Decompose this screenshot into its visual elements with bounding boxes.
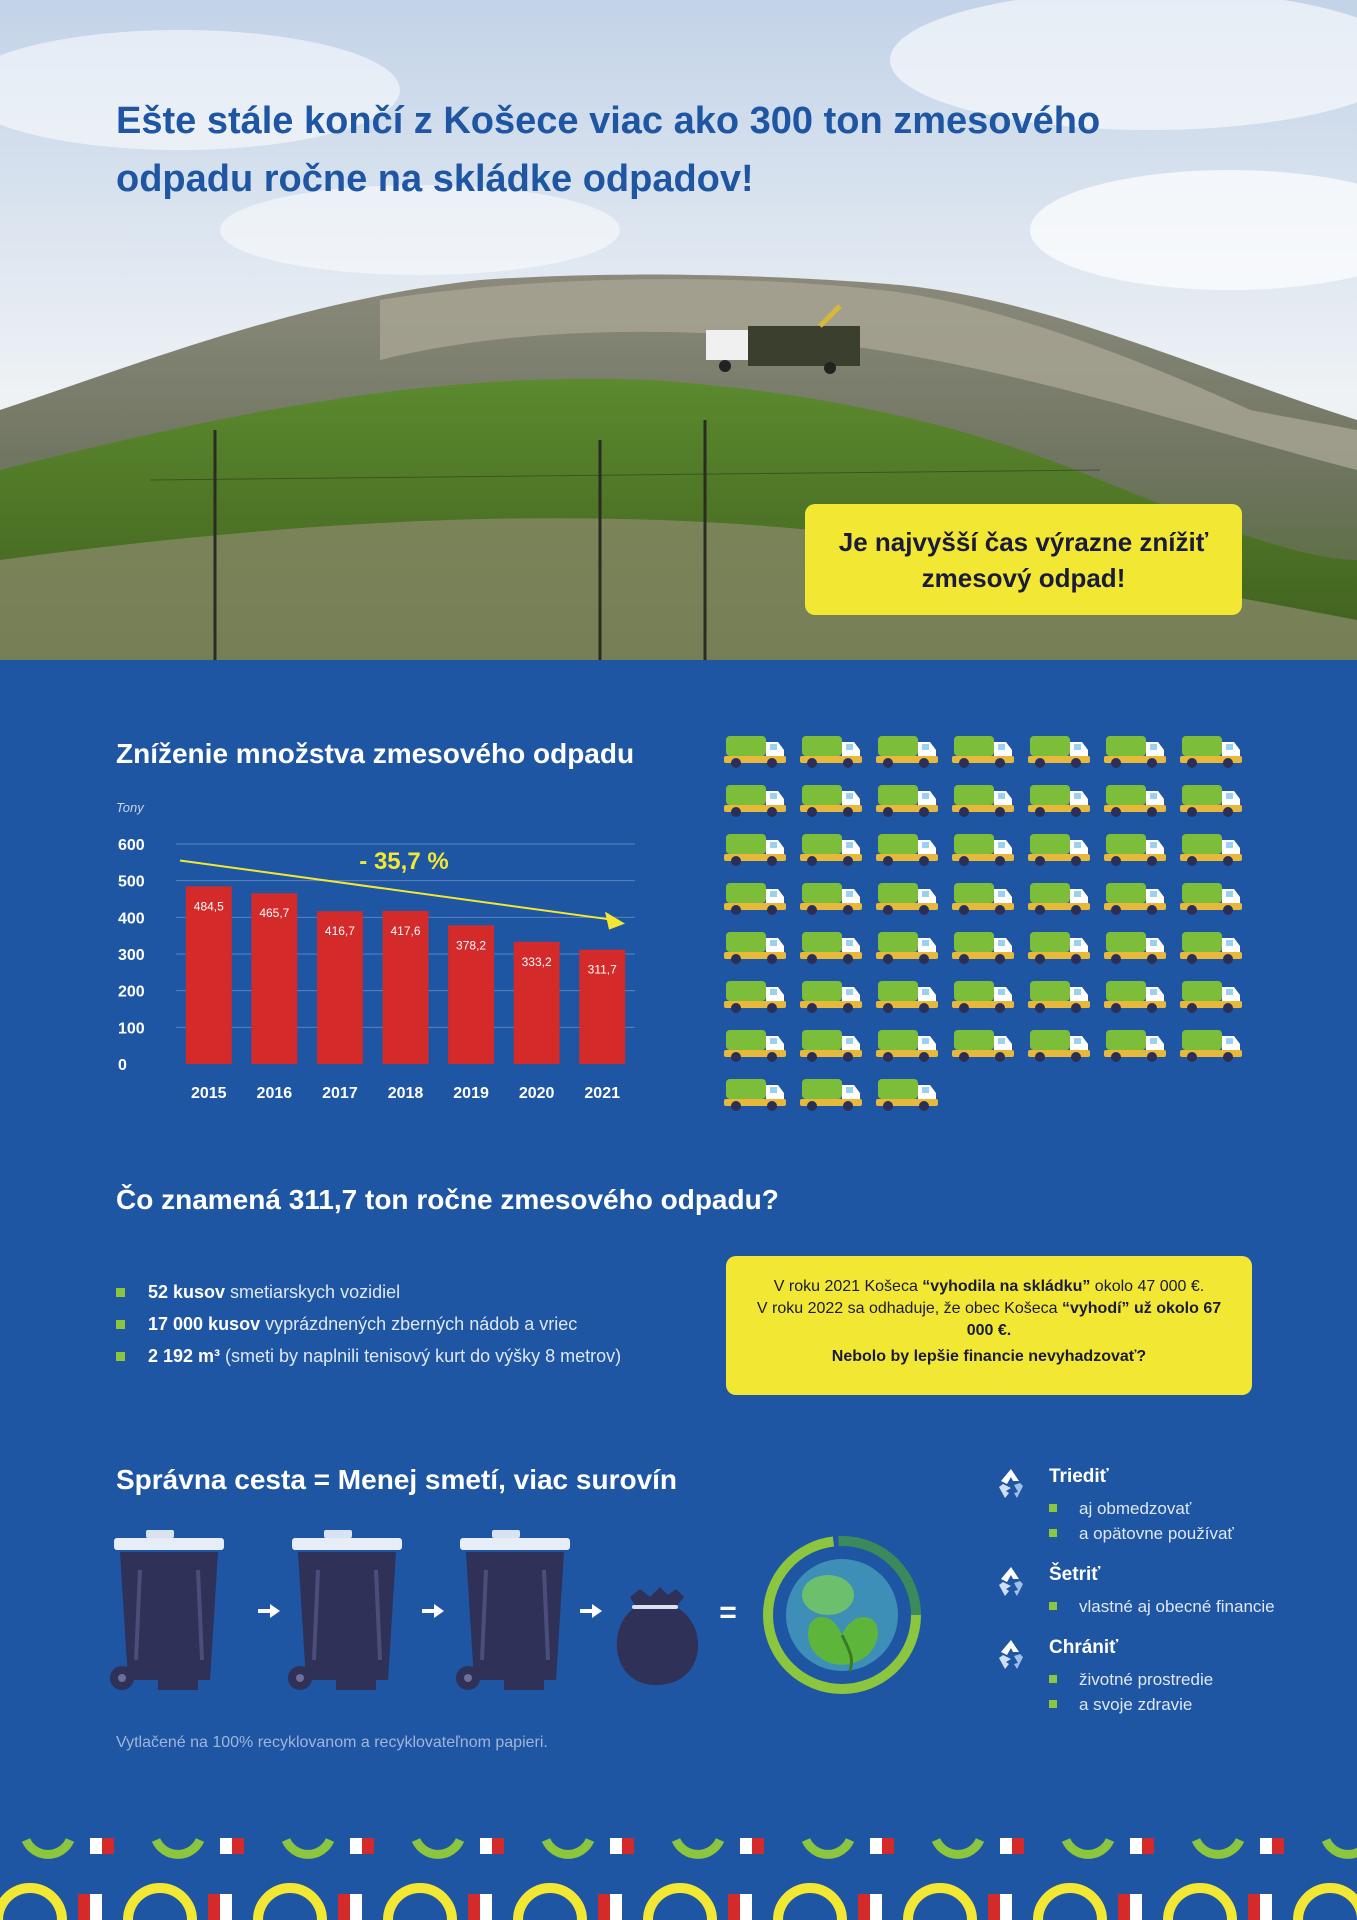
y-tick-label: 200 <box>118 983 145 1001</box>
green-arc-shape <box>1196 1840 1240 1854</box>
garbage-truck-icon <box>876 736 938 768</box>
recycle-icon <box>993 1637 1029 1673</box>
recycle-icon <box>993 1466 1029 1502</box>
green-arc-shape <box>676 1840 720 1854</box>
garbage-truck-icon <box>1104 1030 1166 1062</box>
yellow-ring-shape <box>258 1888 322 1920</box>
cost-2021: V roku 2021 Košeca “vyhodila na skládku” okolo 47 000 €. <box>773 1278 1205 1295</box>
cost-2022: V roku 2022 sa odhaduje, že obec Košeca “vyhodí” už okolo 67 000 €. <box>756 1300 1222 1339</box>
goal-title: Chrániť <box>1049 1637 1119 1658</box>
yellow-ring-shape <box>1038 1888 1102 1920</box>
green-arc-shape <box>286 1840 330 1854</box>
cost-info-box <box>726 1256 1252 1395</box>
garbage-truck-icon <box>1104 834 1166 866</box>
y-tick-label: 500 <box>118 873 145 891</box>
equals-sign: = <box>719 1596 737 1629</box>
garbage-truck-icon <box>724 883 786 915</box>
garbage-truck-icon <box>724 1030 786 1062</box>
goal-item: vlastné aj obecné financie <box>1049 1594 1293 1619</box>
footnote: Vytlačené na 100% recyklovanom a recyklovateľnom papieri. <box>116 1734 548 1751</box>
garbage-truck-icon <box>1104 785 1166 817</box>
yellow-ring-shape <box>908 1888 972 1920</box>
x-tick-label: 2015 <box>190 1085 227 1102</box>
y-tick-label: 600 <box>118 837 145 854</box>
garbage-truck-icon <box>952 883 1014 915</box>
earth-recycle-icon <box>768 1541 916 1689</box>
goal-item: životné prostredie <box>1049 1667 1293 1692</box>
yellow-ring-shape <box>1168 1888 1232 1920</box>
flag-stripe-shape <box>1118 1894 1142 1920</box>
garbage-truck-icon <box>876 1079 938 1111</box>
recycle-icon <box>993 1564 1029 1600</box>
green-arc-shape <box>936 1840 980 1854</box>
small-bin-icon <box>456 1530 570 1690</box>
arrow-icon <box>422 1604 444 1618</box>
garbage-truck-icon <box>952 736 1014 768</box>
x-tick-label: 2020 <box>518 1085 555 1102</box>
garbage-truck-icon <box>952 932 1014 964</box>
garbage-truck-icon <box>1180 785 1242 817</box>
flag-stripe-shape <box>1000 1838 1024 1854</box>
garbage-truck-icon <box>1180 736 1242 768</box>
yellow-ring-shape <box>128 1888 192 1920</box>
waste-bar-chart <box>100 790 660 1110</box>
garbage-truck-icon <box>1180 981 1242 1013</box>
bar-value-label: 417,6 <box>390 923 421 938</box>
list-item: 52 kusov smetiarskych vozidiel <box>116 1276 621 1308</box>
garbage-truck-icon <box>1028 834 1090 866</box>
yellow-ring-shape <box>518 1888 582 1920</box>
garbage-truck-icon <box>1104 736 1166 768</box>
garbage-truck-icon <box>800 785 862 817</box>
garbage-truck-icon <box>1104 883 1166 915</box>
garbage-truck-icon <box>1028 883 1090 915</box>
garbage-truck-icon <box>876 834 938 866</box>
flag-stripe-shape <box>1260 1838 1284 1854</box>
y-tick-label: 300 <box>118 947 145 964</box>
goal-protect <box>993 1637 1293 1717</box>
garbage-truck-icon <box>1104 981 1166 1013</box>
garbage-truck-icon <box>876 883 938 915</box>
flag-stripe-shape <box>350 1838 374 1854</box>
goal-item: a opätovne používať <box>1049 1521 1293 1546</box>
garbage-truck-icon <box>800 736 862 768</box>
bar-value-label: 484,5 <box>193 899 224 914</box>
decorative-border <box>0 1838 1357 1920</box>
garbage-truck-icon <box>724 1079 786 1111</box>
garbage-truck-icon <box>1104 932 1166 964</box>
bar-value-label: 311,7 <box>587 962 617 977</box>
garbage-truck-icon <box>724 932 786 964</box>
yellow-ring-shape <box>1298 1888 1357 1920</box>
yellow-ring-shape <box>0 1888 62 1920</box>
garbage-truck-icon <box>800 1030 862 1062</box>
flag-stripe-shape <box>468 1894 492 1920</box>
garbage-truck-icon <box>952 785 1014 817</box>
goals-list <box>993 1466 1293 1735</box>
green-arc-shape <box>26 1840 70 1854</box>
x-tick-label: 2018 <box>387 1085 424 1102</box>
garbage-truck-icon <box>800 932 862 964</box>
garbage-truck-icon <box>724 785 786 817</box>
meaning-title: Čo znamená 311,7 ton ročne zmesového odpadu? <box>116 1184 779 1215</box>
green-arc-shape <box>156 1840 200 1854</box>
yellow-ring-shape <box>388 1888 452 1920</box>
bar-value-label: 333,2 <box>521 954 552 969</box>
x-tick-label: 2017 <box>322 1085 358 1102</box>
garbage-truck-icon <box>1028 1030 1090 1062</box>
bar-value-label: 378,2 <box>456 938 487 953</box>
green-arc-shape <box>546 1840 590 1854</box>
flag-stripe-shape <box>870 1838 894 1854</box>
path-title: Správna cesta = Menej smetí, viac surovín <box>116 1464 678 1495</box>
garbage-truck-icon <box>1180 1030 1242 1062</box>
garbage-truck-icon <box>1028 981 1090 1013</box>
arrow-icon <box>258 1604 280 1618</box>
flag-stripe-shape <box>740 1838 764 1854</box>
flag-stripe-shape <box>338 1894 362 1920</box>
garbage-truck-icon <box>1028 932 1090 964</box>
truck-grid <box>724 730 1244 1120</box>
goal-title: Šetriť <box>1049 1564 1101 1585</box>
hero-banner <box>0 0 1357 660</box>
garbage-truck-icon <box>876 932 938 964</box>
garbage-truck-icon <box>724 736 786 768</box>
hero-title: Ešte stále končí z Košece viac ako 300 ton zmesového odpadu ročne na skládke odpadov! <box>116 100 1101 200</box>
x-tick-label: 2016 <box>256 1085 293 1102</box>
flag-stripe-shape <box>480 1838 504 1854</box>
flag-stripe-shape <box>1130 1838 1154 1854</box>
green-arc-shape <box>806 1840 850 1854</box>
callout-badge: Je najvyšší čas výrazne znížiť zmesový odpad! <box>805 504 1242 615</box>
flag-stripe-shape <box>220 1838 244 1854</box>
garbage-truck-icon <box>876 981 938 1013</box>
garbage-truck-icon <box>800 981 862 1013</box>
garbage-truck-icon <box>1180 932 1242 964</box>
medium-bin-icon <box>288 1530 402 1690</box>
garbage-truck-icon <box>1180 883 1242 915</box>
goal-sort <box>993 1466 1293 1546</box>
garbage-truck-icon <box>724 834 786 866</box>
garbage-truck-icon <box>952 1030 1014 1062</box>
garbage-truck-icon <box>876 785 938 817</box>
green-arc-shape <box>1066 1840 1110 1854</box>
green-arc-shape <box>1326 1840 1357 1854</box>
meaning-list <box>116 1276 621 1372</box>
flag-stripe-shape <box>988 1894 1012 1920</box>
garbage-truck-icon <box>800 1079 862 1111</box>
y-tick-label: 100 <box>118 1020 145 1038</box>
garbage-truck-icon <box>876 1030 938 1062</box>
bar-value-label: 465,7 <box>259 906 290 921</box>
full-bin-icon <box>110 1530 224 1690</box>
flag-stripe-shape <box>208 1894 232 1920</box>
cost-question: Nebolo by lepšie financie nevyhadzovať? <box>831 1348 1147 1365</box>
garbage-truck-icon <box>800 883 862 915</box>
y-axis-label: Tony <box>116 800 144 815</box>
garbage-truck-icon <box>800 834 862 866</box>
garbage-truck-icon <box>952 981 1014 1013</box>
yellow-ring-shape <box>648 1888 712 1920</box>
goal-item: a svoje zdravie <box>1049 1692 1293 1717</box>
green-arc-shape <box>416 1840 460 1854</box>
y-tick-label: 0 <box>118 1057 127 1074</box>
list-item: 2 192 m³ (smeti by naplnili tenisový kurt do výšky 8 metrov) <box>116 1340 621 1372</box>
flag-stripe-shape <box>90 1838 114 1854</box>
list-item: 17 000 kusov vyprázdnených zberných nádob a vriec <box>116 1308 621 1340</box>
flag-stripe-shape <box>610 1838 634 1854</box>
chart-title: Zníženie množstva zmesového odpadu <box>116 738 635 769</box>
trend-arrow-icon <box>605 912 625 930</box>
garbage-truck-icon <box>1028 736 1090 768</box>
arrow-icon <box>580 1604 602 1618</box>
flag-stripe-shape <box>858 1894 882 1920</box>
garbage-bag-icon <box>617 1587 698 1685</box>
flag-stripe-shape <box>78 1894 102 1920</box>
reduction-path-graphic <box>110 1525 930 1715</box>
garbage-truck-icon <box>724 981 786 1013</box>
flag-stripe-shape <box>1248 1894 1272 1920</box>
y-tick-label: 400 <box>118 910 145 928</box>
reduction-annotation: - 35,7 % <box>359 848 449 875</box>
garbage-truck-icon <box>1028 785 1090 817</box>
flag-stripe-shape <box>598 1894 622 1920</box>
garbage-truck-icon <box>952 834 1014 866</box>
yellow-ring-shape <box>778 1888 842 1920</box>
flag-stripe-shape <box>728 1894 752 1920</box>
goal-save <box>993 1564 1293 1619</box>
garbage-truck-icon <box>1180 834 1242 866</box>
x-tick-label: 2019 <box>453 1085 489 1102</box>
goal-item: aj obmedzovať <box>1049 1496 1293 1521</box>
bar-value-label: 416,7 <box>324 924 355 939</box>
goal-title: Triediť <box>1049 1466 1109 1487</box>
x-tick-label: 2021 <box>584 1085 621 1102</box>
